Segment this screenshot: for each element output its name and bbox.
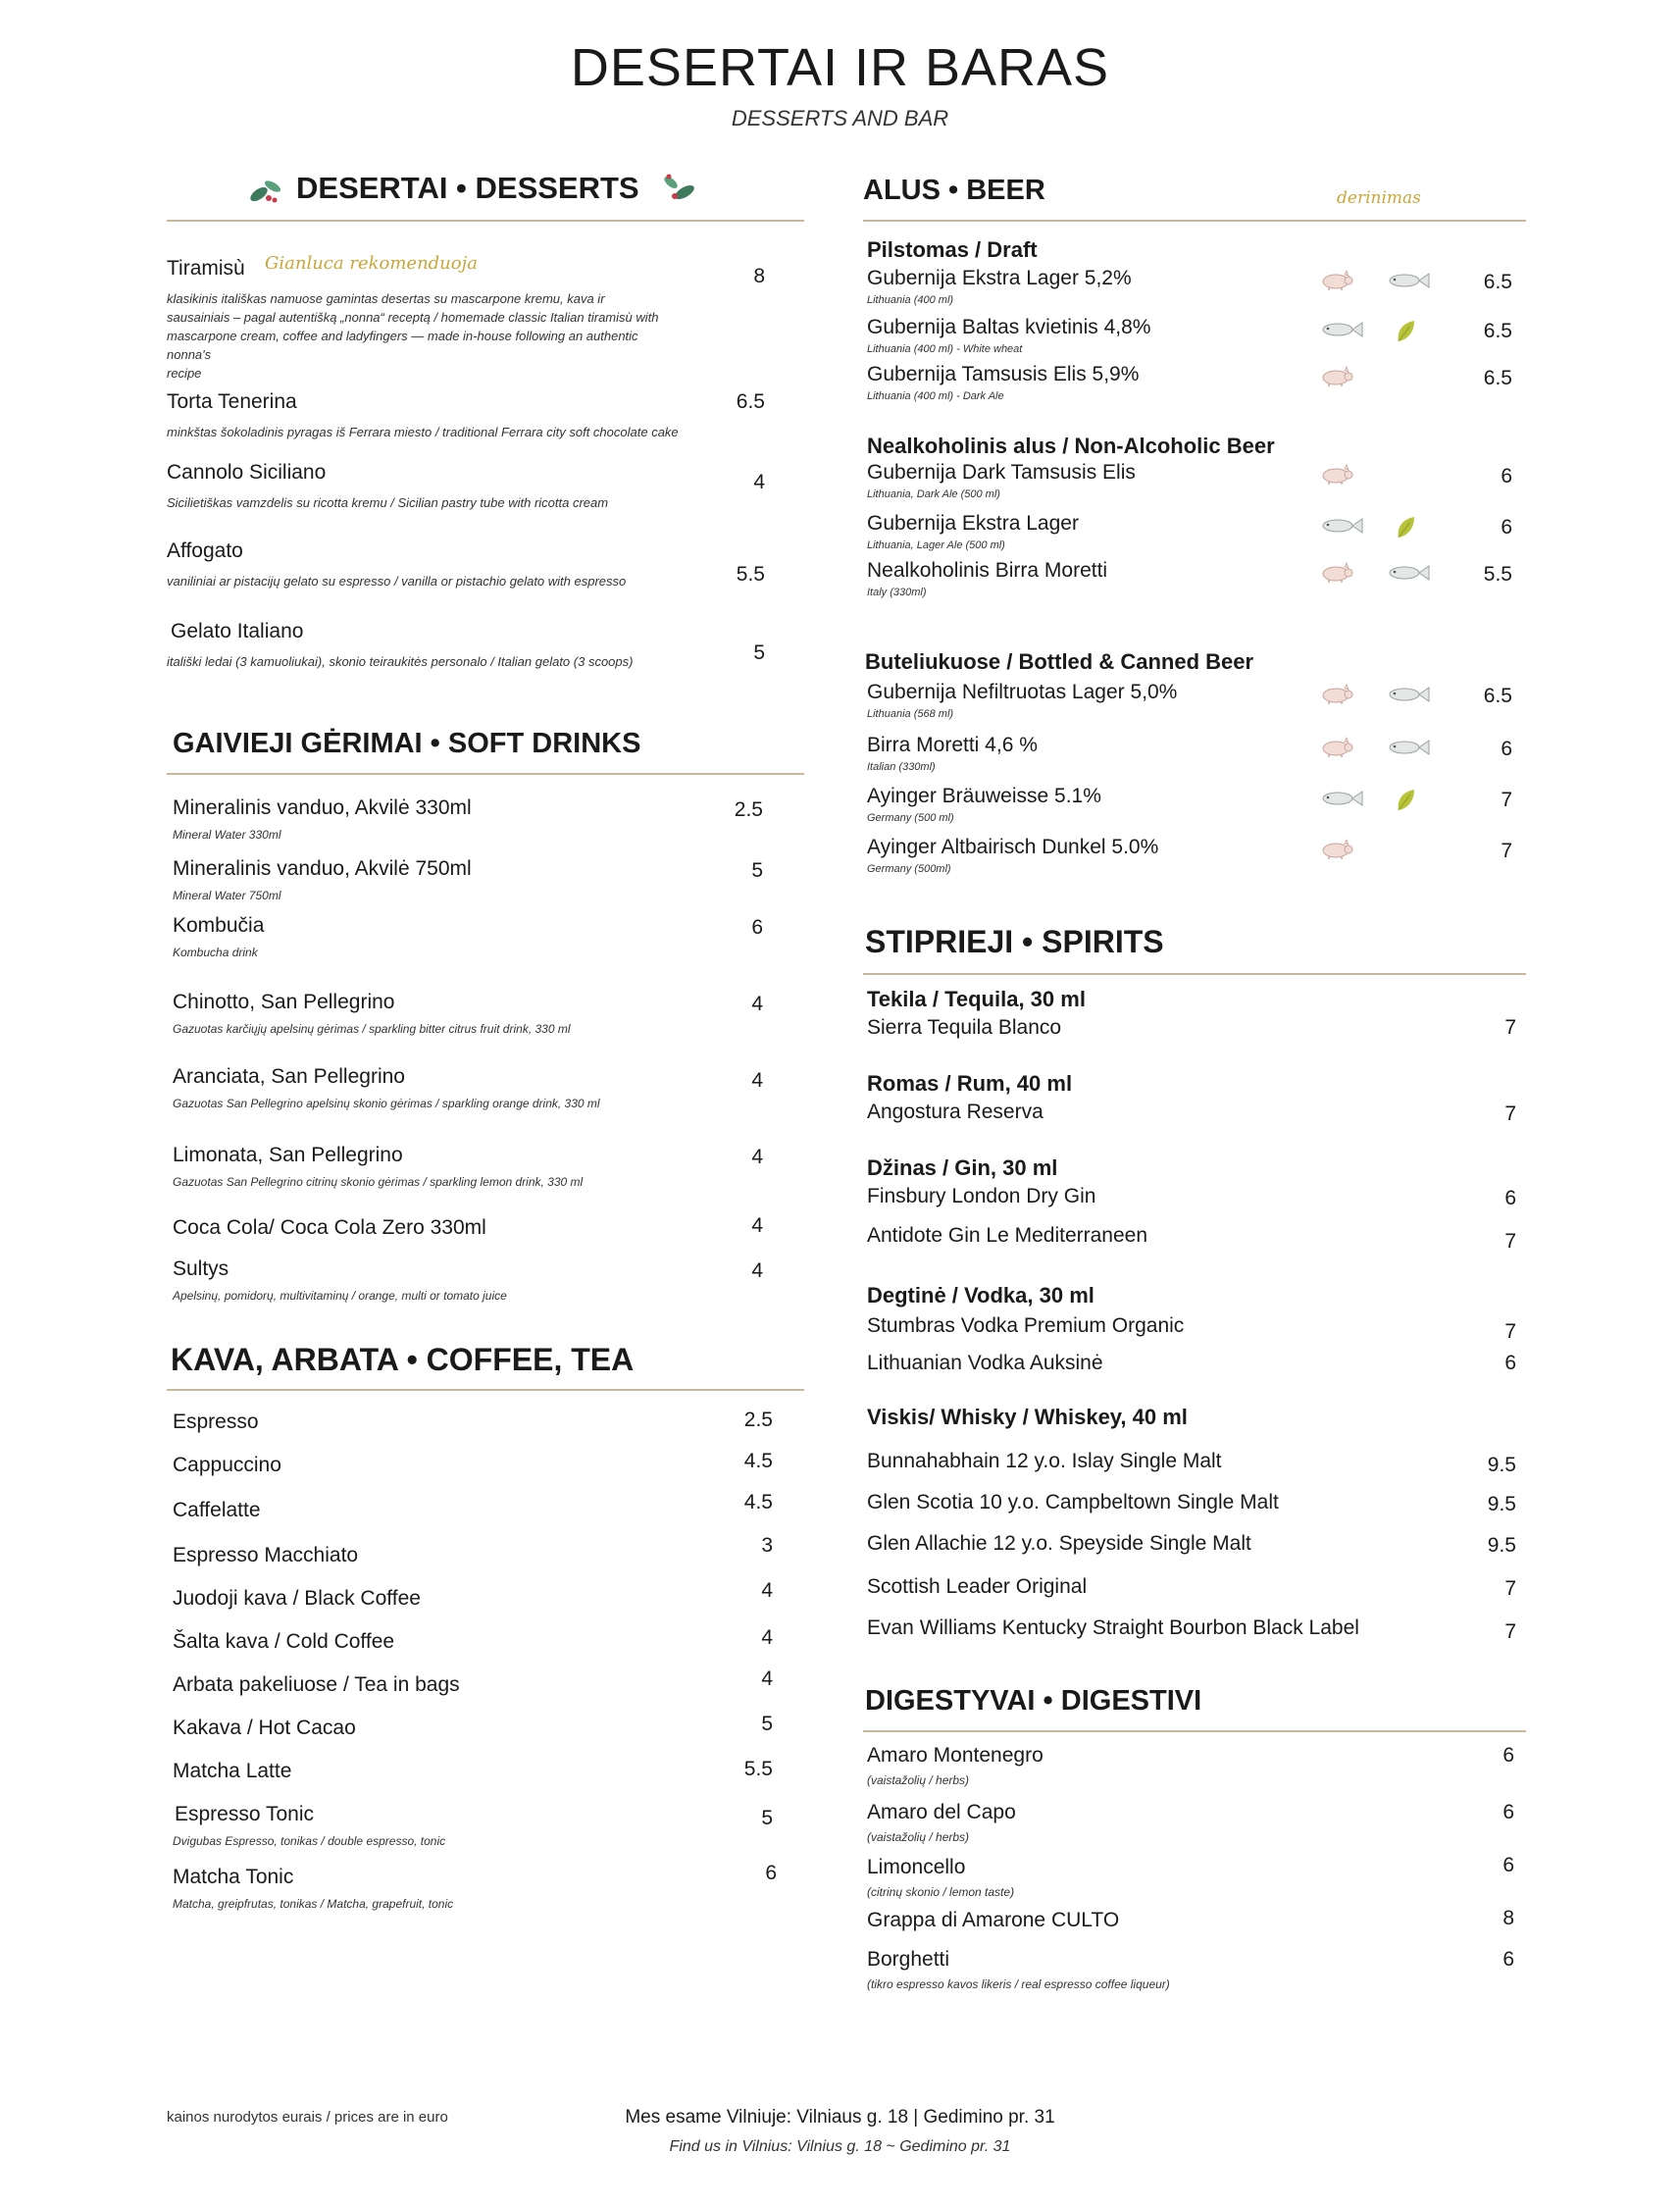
dessert-description: Sicilietiškas vamzdelis su ricotta kremu / Sicilian pastry tube with ricotta cream bbox=[167, 495, 609, 510]
beer-price: 6.5 bbox=[1483, 320, 1512, 342]
dessert-price: 5 bbox=[753, 641, 765, 664]
pig-icon bbox=[1316, 269, 1357, 292]
coffee-description: Dvigubas Espresso, tonikas / double espresso, tonic bbox=[173, 1834, 446, 1848]
soft-drink-price: 2.5 bbox=[734, 798, 763, 821]
desserts-heading: DESERTAI • DESSERTS bbox=[296, 171, 639, 205]
digestivo-price: 6 bbox=[1502, 1948, 1514, 1971]
holly-right-icon bbox=[657, 171, 698, 206]
beer-name: Gubernija Ekstra Lager 5,2% bbox=[867, 267, 1132, 289]
prices-note: kainos nurodytos eurais / prices are in euro bbox=[167, 2109, 448, 2126]
recommend-note: Gianluca rekomenduoja bbox=[265, 253, 478, 274]
spirit-name: Stumbras Vodka Premium Organic bbox=[867, 1314, 1185, 1337]
spirits-heading: STIPRIEJI • SPIRITS bbox=[865, 924, 1164, 959]
coffee-price: 5.5 bbox=[743, 1758, 773, 1780]
digestivi-rule bbox=[863, 1730, 1526, 1732]
dessert-description: itališki ledai (3 kamuoliukai), skonio teiraukitės personalo / Italian gelato (3 scoops) bbox=[167, 654, 634, 669]
soft-drink-price: 4 bbox=[751, 1069, 763, 1092]
fish-icon bbox=[1316, 318, 1357, 341]
fish-icon bbox=[1383, 561, 1424, 585]
coffee-name: Arbata pakeliuose / Tea in bags bbox=[173, 1673, 460, 1696]
beer-name: Birra Moretti 4,6 % bbox=[867, 734, 1038, 756]
spirit-name: Glen Allachie 12 y.o. Speyside Single Malt bbox=[867, 1532, 1251, 1555]
pairing-note: derinimas bbox=[1337, 188, 1421, 208]
spirit-price: 7 bbox=[1504, 1620, 1516, 1643]
coffee-name: Espresso Tonic bbox=[175, 1803, 315, 1825]
beer-origin: Lithuania, Lager Ale (500 ml) bbox=[867, 539, 1005, 551]
beer-group-title: Pilstomas / Draft bbox=[867, 237, 1038, 262]
beer-name: Ayinger Altbairisch Dunkel 5.0% bbox=[867, 836, 1159, 858]
fish-icon bbox=[1383, 736, 1424, 759]
soft-drink-price: 5 bbox=[751, 859, 763, 882]
soft-drink-name: Aranciata, San Pellegrino bbox=[173, 1065, 405, 1088]
beer-origin: Germany (500ml) bbox=[867, 863, 951, 875]
digestivo-name: Amaro del Capo bbox=[867, 1801, 1016, 1823]
coffee-price: 2.5 bbox=[743, 1409, 773, 1431]
soft-drink-name: Kombučia bbox=[173, 914, 265, 937]
coffee-name: Šalta kava / Cold Coffee bbox=[173, 1630, 395, 1653]
digestivo-name: Borghetti bbox=[867, 1948, 950, 1971]
holly-left-icon bbox=[247, 175, 286, 208]
beer-name: Gubernija Nefiltruotas Lager 5,0% bbox=[867, 681, 1178, 703]
spirit-name: Scottish Leader Original bbox=[867, 1575, 1088, 1598]
soft-drink-name: Mineralinis vanduo, Akvilė 750ml bbox=[173, 857, 472, 880]
spirit-name: Sierra Tequila Blanco bbox=[867, 1016, 1062, 1039]
coffee-name: Matcha Latte bbox=[173, 1760, 292, 1782]
coffee-price: 3 bbox=[761, 1534, 773, 1557]
pig-icon bbox=[1316, 561, 1357, 585]
coffee-name: Kakava / Hot Cacao bbox=[173, 1717, 356, 1739]
beer-name: Nealkoholinis Birra Moretti bbox=[867, 559, 1108, 582]
beer-price: 7 bbox=[1501, 789, 1512, 811]
dessert-name: Affogato bbox=[167, 539, 243, 562]
beer-origin: Italy (330ml) bbox=[867, 587, 927, 598]
leaf-icon bbox=[1393, 787, 1434, 810]
soft-drink-name: Coca Cola/ Coca Cola Zero 330ml bbox=[173, 1216, 486, 1239]
dessert-description: mascarpone cream, coffee and ladyfingers — made in-house following an authentic bbox=[167, 329, 638, 343]
dessert-description: minkštas šokoladinis pyragas iš Ferrara miesto / traditional Ferrara city soft chocolate cake bbox=[167, 425, 679, 439]
beer-origin: Germany (500 ml) bbox=[867, 812, 954, 824]
coffee-price: 5 bbox=[761, 1713, 773, 1735]
pig-icon bbox=[1316, 838, 1357, 861]
soft-drink-name: Limonata, San Pellegrino bbox=[173, 1144, 403, 1166]
digestivo-name: Limoncello bbox=[867, 1856, 966, 1878]
pig-icon bbox=[1316, 736, 1357, 759]
spirit-name: Lithuanian Vodka Auksinė bbox=[867, 1352, 1103, 1374]
spirit-price: 9.5 bbox=[1487, 1534, 1516, 1557]
spirit-group-title: Viskis/ Whisky / Whiskey, 40 ml bbox=[867, 1405, 1188, 1429]
soft-drink-description: Gazuotas San Pellegrino apelsinų skonio gėrimas / sparkling orange drink, 330 ml bbox=[173, 1097, 600, 1110]
dessert-name: Cannolo Siciliano bbox=[167, 461, 327, 484]
page-subtitle: DESSERTS AND BAR bbox=[731, 106, 949, 130]
digestivo-description: (vaistažolių / herbs) bbox=[867, 1773, 970, 1787]
beer-name: Gubernija Ekstra Lager bbox=[867, 512, 1079, 535]
digestivo-name: Grappa di Amarone CULTO bbox=[867, 1909, 1120, 1931]
spirit-price: 7 bbox=[1504, 1230, 1516, 1253]
coffee-price: 4.5 bbox=[743, 1491, 773, 1513]
soft-drink-description: Mineral Water 330ml bbox=[173, 828, 281, 842]
leaf-icon bbox=[1393, 514, 1434, 538]
dessert-price: 8 bbox=[753, 265, 765, 287]
coffee-price: 5 bbox=[761, 1807, 773, 1829]
coffee-name: Espresso bbox=[173, 1410, 259, 1433]
digestivo-name: Amaro Montenegro bbox=[867, 1744, 1044, 1767]
page-title: DESERTAI IR BARAS bbox=[570, 38, 1110, 97]
beer-price: 6 bbox=[1501, 516, 1512, 538]
dessert-description: vaniliniai ar pistacijų gelato su espresso / vanilla or pistachio gelato with espresso bbox=[167, 574, 627, 589]
spirit-name: Angostura Reserva bbox=[867, 1101, 1044, 1123]
dessert-price: 6.5 bbox=[736, 390, 765, 413]
dessert-name: Torta Tenerina bbox=[167, 390, 297, 413]
coffee-description: Matcha, greipfrutas, tonikas / Matcha, grapefruit, tonic bbox=[173, 1897, 454, 1911]
dessert-description: klasikinis itališkas namuose gamintas desertas su mascarpone kremu, kava ir bbox=[167, 291, 605, 306]
spirit-name: Antidote Gin Le Mediterraneen bbox=[867, 1224, 1148, 1247]
fish-icon bbox=[1383, 269, 1424, 292]
digestivo-price: 6 bbox=[1502, 1854, 1514, 1876]
dessert-name: Tiramisù bbox=[167, 257, 245, 280]
soft-drink-price: 4 bbox=[751, 993, 763, 1015]
beer-price: 6.5 bbox=[1483, 271, 1512, 293]
digestivo-price: 6 bbox=[1502, 1744, 1514, 1767]
beer-origin: Lithuania (400 ml) - White wheat bbox=[867, 343, 1023, 355]
soft-drink-description: Apelsinų, pomidorų, multivitaminų / orange, multi or tomato juice bbox=[173, 1289, 507, 1303]
coffee-price: 6 bbox=[765, 1862, 777, 1884]
digestivo-description: (tikro espresso kavos likeris / real espresso coffee liqueur) bbox=[867, 1977, 1170, 1991]
coffee-rule bbox=[167, 1389, 804, 1391]
spirits-rule bbox=[863, 973, 1526, 975]
beer-name: Gubernija Dark Tamsusis Elis bbox=[867, 461, 1136, 484]
soft-drink-description: Kombucha drink bbox=[173, 946, 258, 959]
spirit-name: Glen Scotia 10 y.o. Campbeltown Single Malt bbox=[867, 1491, 1279, 1513]
dessert-description: sausainiais – pagal autentišką „nonna“ receptą / homemade classic Italian tiramisù with bbox=[167, 310, 659, 325]
dessert-name: Gelato Italiano bbox=[171, 620, 304, 642]
coffee-heading: KAVA, ARBATA • COFFEE, TEA bbox=[171, 1342, 635, 1377]
spirit-price: 7 bbox=[1504, 1102, 1516, 1125]
beer-group-title: Nealkoholinis alus / Non-Alcoholic Beer bbox=[867, 434, 1275, 458]
dessert-description: nonna's bbox=[167, 347, 212, 362]
beer-origin: Lithuania (400 ml) - Dark Ale bbox=[867, 390, 1004, 402]
beer-origin: Lithuania, Dark Ale (500 ml) bbox=[867, 488, 1000, 500]
address-lt: Mes esame Vilniuje: Vilniaus g. 18 | Gedimino pr. 31 bbox=[625, 2107, 1055, 2128]
beer-price: 6.5 bbox=[1483, 685, 1512, 707]
fish-icon bbox=[1316, 787, 1357, 810]
soft-drink-price: 4 bbox=[751, 1259, 763, 1282]
beer-price: 5.5 bbox=[1483, 563, 1512, 586]
desserts-rule bbox=[167, 220, 804, 222]
coffee-name: Juodoji kava / Black Coffee bbox=[173, 1587, 421, 1610]
soft-drink-description: Mineral Water 750ml bbox=[173, 889, 281, 902]
soft-drink-description: Gazuotas karčiųjų apelsinų gėrimas / sparkling bitter citrus fruit drink, 330 ml bbox=[173, 1022, 571, 1036]
coffee-name: Caffelatte bbox=[173, 1499, 261, 1521]
coffee-name: Cappuccino bbox=[173, 1454, 281, 1476]
beer-group-title: Buteliukuose / Bottled & Canned Beer bbox=[865, 649, 1254, 674]
spirit-group-title: Degtinė / Vodka, 30 ml bbox=[867, 1283, 1095, 1308]
soft-drinks-rule bbox=[167, 773, 804, 775]
soft-drink-price: 6 bbox=[751, 916, 763, 939]
soft-drink-name: Mineralinis vanduo, Akvilė 330ml bbox=[173, 796, 472, 819]
beer-price: 7 bbox=[1501, 840, 1512, 862]
beer-name: Ayinger Bräuweisse 5.1% bbox=[867, 785, 1101, 807]
spirit-group-title: Džinas / Gin, 30 ml bbox=[867, 1155, 1058, 1180]
soft-drink-price: 4 bbox=[751, 1214, 763, 1237]
spirit-price: 6 bbox=[1504, 1352, 1516, 1374]
pig-icon bbox=[1316, 683, 1357, 706]
spirit-price: 7 bbox=[1504, 1577, 1516, 1600]
pig-icon bbox=[1316, 365, 1357, 388]
soft-drinks-heading: GAIVIEJI GĖRIMAI • SOFT DRINKS bbox=[173, 728, 641, 759]
soft-drink-name: Chinotto, San Pellegrino bbox=[173, 991, 395, 1013]
beer-heading: ALUS • BEER bbox=[863, 175, 1045, 206]
soft-drink-description: Gazuotas San Pellegrino citrinų skonio gėrimas / sparkling lemon drink, 330 ml bbox=[173, 1175, 584, 1189]
digestivi-heading: DIGESTYVAI • DIGESTIVI bbox=[865, 1685, 1202, 1717]
dessert-description: recipe bbox=[167, 366, 202, 381]
coffee-price: 4.5 bbox=[743, 1450, 773, 1472]
coffee-name: Matcha Tonic bbox=[173, 1866, 294, 1888]
beer-name: Gubernija Tamsusis Elis 5,9% bbox=[867, 363, 1140, 385]
leaf-icon bbox=[1393, 318, 1434, 341]
spirit-name: Evan Williams Kentucky Straight Bourbon Black Label bbox=[867, 1616, 1359, 1639]
beer-price: 6.5 bbox=[1483, 367, 1512, 389]
fish-icon bbox=[1316, 514, 1357, 538]
pig-icon bbox=[1316, 463, 1357, 487]
beer-name: Gubernija Baltas kvietinis 4,8% bbox=[867, 316, 1151, 338]
digestivo-price: 6 bbox=[1502, 1801, 1514, 1823]
beer-price: 6 bbox=[1501, 738, 1512, 760]
fish-icon bbox=[1383, 683, 1424, 706]
spirit-price: 7 bbox=[1504, 1320, 1516, 1343]
coffee-price: 4 bbox=[761, 1667, 773, 1690]
soft-drink-name: Sultys bbox=[173, 1257, 229, 1280]
beer-origin: Italian (330ml) bbox=[867, 761, 936, 773]
soft-drink-price: 4 bbox=[751, 1146, 763, 1168]
coffee-price: 4 bbox=[761, 1579, 773, 1602]
beer-origin: Lithuania (568 ml) bbox=[867, 708, 954, 720]
digestivo-description: (citrinų skonio / lemon taste) bbox=[867, 1885, 1015, 1899]
spirit-price: 6 bbox=[1504, 1187, 1516, 1209]
digestivo-price: 8 bbox=[1502, 1907, 1514, 1929]
coffee-price: 4 bbox=[761, 1626, 773, 1649]
address-en: Find us in Vilnius: Vilnius g. 18 ~ Gedimino pr. 31 bbox=[669, 2138, 1011, 2155]
coffee-name: Espresso Macchiato bbox=[173, 1544, 359, 1566]
dessert-price: 4 bbox=[753, 471, 765, 493]
spirit-group-title: Tekila / Tequila, 30 ml bbox=[867, 987, 1086, 1011]
spirit-price: 9.5 bbox=[1487, 1454, 1516, 1476]
spirit-price: 7 bbox=[1504, 1016, 1516, 1039]
digestivo-description: (vaistažolių / herbs) bbox=[867, 1830, 970, 1844]
spirit-name: Finsbury London Dry Gin bbox=[867, 1185, 1096, 1207]
dessert-price: 5.5 bbox=[736, 563, 765, 586]
spirit-price: 9.5 bbox=[1487, 1493, 1516, 1515]
beer-rule bbox=[863, 220, 1526, 222]
beer-origin: Lithuania (400 ml) bbox=[867, 294, 954, 306]
spirit-name: Bunnahabhain 12 y.o. Islay Single Malt bbox=[867, 1450, 1222, 1472]
beer-price: 6 bbox=[1501, 465, 1512, 487]
spirit-group-title: Romas / Rum, 40 ml bbox=[867, 1071, 1073, 1096]
